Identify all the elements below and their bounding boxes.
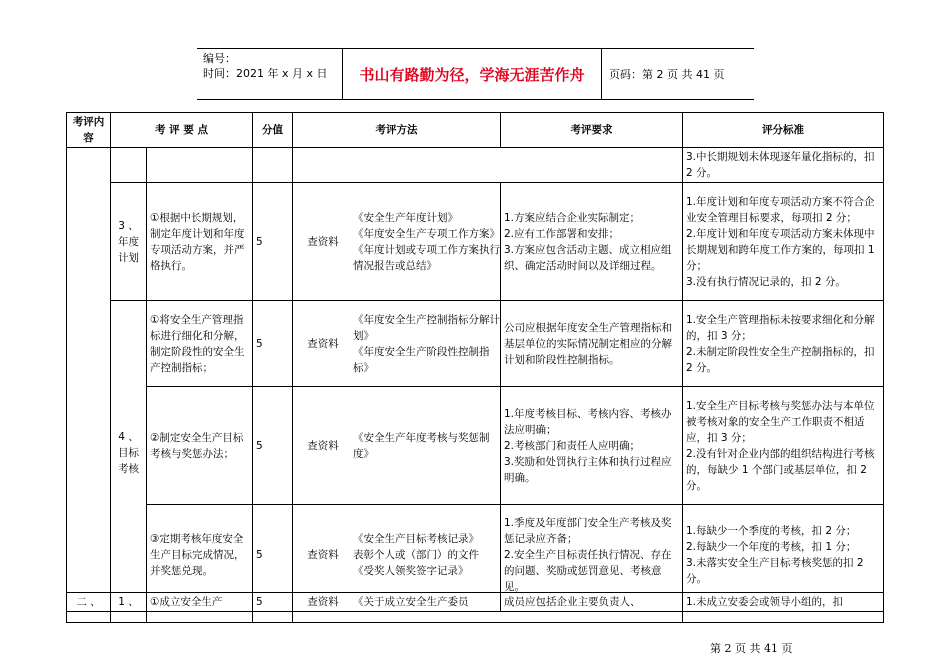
table-row <box>67 505 884 605</box>
method-label: 查资料 <box>307 337 339 350</box>
standard-cell: 1.安全生产目标考核与奖惩办法与本单位被考核对象的安全生产工作职责不相适应，扣 3 分； 2.没有针对企业内部的组织结构进行考核的，每缺少 1 个部门或基层单位，扣 2 分。 <box>683 387 884 505</box>
document-header <box>197 48 754 100</box>
requirement-cell: 1.季度及年度部门安全生产考核及奖惩记录应齐备； 2.安全生产目标责任执行情况、存在的问题、奖励或惩罚意见、考核意见。 <box>501 505 683 605</box>
method-cell <box>293 148 683 183</box>
method-label: 查资料 <box>307 548 339 561</box>
table-row <box>67 183 884 301</box>
requirement-cell: 1.方案应结合企业实际制定； 2.应有工作部署和安排； 3.方案应包含活动主题、成立相应组织、确定活动时间以及详细过程。 <box>501 183 683 301</box>
score-cell: 5 <box>253 387 293 505</box>
requirement-cell: 公司应根据年度安全生产管理指标和基层单位的实际情况制定相应的分解计划和阶段性控制指标。 <box>501 301 683 387</box>
requirement-cell: 成员应包括企业主要负责人、 <box>501 593 683 612</box>
header-cell-content: 考评内容 <box>67 113 111 148</box>
method-docs: 《安全生产年度考核与奖惩制度》 <box>353 431 490 460</box>
standard-cell: 1.安全生产管理指标未按要求细化和分解的，扣 3 分； 2.未制定阶段性安全生产控制指标的，扣 2 分。 <box>683 301 884 387</box>
point-cell: ③定期考核年度安全生产目标完成情况，并奖惩兑现。 <box>147 505 253 605</box>
table-row <box>67 593 884 612</box>
method-label: 查资料 <box>307 439 339 452</box>
item-cell: 4 、 目标考核 <box>111 301 147 605</box>
section-cell: 二 、 <box>67 593 111 612</box>
page-footer: 第 2 页 共 41 页 <box>710 642 793 655</box>
method-cell <box>293 593 501 612</box>
table-row <box>67 148 884 183</box>
header-cell-standard: 评分标准 <box>683 113 884 148</box>
header-motto: 书山有路勤为径，学海无涯苦作舟 <box>359 65 585 84</box>
method-label: 查资料 <box>307 596 339 608</box>
point-cell: ①将安全生产管理指标进行细化和分解，制定阶段性的安全生产控制指标； <box>147 301 253 387</box>
requirement-cell: 1.年度考核目标、考核内容、考核办法应明确； 2.考核部门和责任人应明确； 3.奖励和处罚执行主体和执行过程应明确。 <box>501 387 683 505</box>
header-page-label: 页码：第 2 页 共 41 页 <box>609 68 725 81</box>
point-cell: ①成立安全生产 <box>147 593 253 612</box>
score-cell: 5 <box>253 301 293 387</box>
method-cell <box>293 301 501 387</box>
item-cell: 3 、 年度计划 <box>111 183 147 301</box>
header-meta <box>203 51 328 81</box>
header-cell-requirement: 考评要求 <box>501 113 683 148</box>
last-row-cover <box>66 592 883 612</box>
header-cell-score: 分值 <box>253 113 293 148</box>
score-cell: 5 <box>253 183 293 301</box>
table-row <box>67 301 884 387</box>
method-docs: 《年度安全生产控制指标分解计划》 《年度安全生产阶段性控制指标》 <box>353 313 500 374</box>
header-divider <box>601 49 602 99</box>
standard-cell: 1.年度计划和年度专项活动方案不符合企业安全管理目标要求，每项扣 2 分； 2.年度计划和年度专项活动方案未体现中长期规划和跨年度工作方案的，每项扣 1 分； 3.没有执行情况记录的，扣 2 分。 <box>683 183 884 301</box>
number-label: 编号： <box>203 52 236 65</box>
method-docs: 《安全生产目标考核记录》 表彰个人或（部门）的文件 《受奖人领奖签字记录》 <box>353 532 479 577</box>
last-row-table <box>66 592 884 612</box>
table-header-row <box>67 113 884 148</box>
item-cell: 1 、 <box>111 593 147 612</box>
header-cell-points: 考 评 要 点 <box>111 113 253 148</box>
point-cell: ②制定安全生产目标考核与奖惩办法； <box>147 387 253 505</box>
score-cell: 5 <box>253 593 293 612</box>
score-cell: 5 <box>253 505 293 605</box>
point-cell: ①根据中长期规划，制定年度计划和年度专项活动方案，并严格执行。 <box>147 183 253 301</box>
method-docs: 《关于成立安全生产委员 <box>353 596 469 608</box>
standard-cell: 1.未成立安委会或领导小组的，扣 <box>683 593 884 612</box>
method-cell <box>293 387 501 505</box>
point-cell <box>147 148 253 183</box>
header-cell-method: 考评方法 <box>293 113 501 148</box>
item-cell <box>111 148 147 183</box>
time-label: 时间：2021 年 x 月 x 日 <box>203 67 328 80</box>
method-cell <box>293 505 501 605</box>
content-cell-empty <box>67 148 111 623</box>
evaluation-table <box>66 112 884 623</box>
method-cell <box>293 183 501 301</box>
score-cell <box>253 148 293 183</box>
method-docs: 《安全生产年度计划》 《年度安全生产专项工作方案》 《年度计划或专项工作方案执行情况报告或总结》 <box>353 211 500 272</box>
table-row <box>67 387 884 505</box>
method-label: 查资料 <box>307 235 339 248</box>
standard-cell: 3.中长期规划未体现逐年量化指标的，扣 2 分。 <box>683 148 884 183</box>
standard-cell: 1.每缺少一个季度的考核，扣 2 分； 2.每缺少一个年度的考核，扣 1 分； 3.未落实安全生产目标考核奖惩的扣 2 分。 <box>683 505 884 605</box>
